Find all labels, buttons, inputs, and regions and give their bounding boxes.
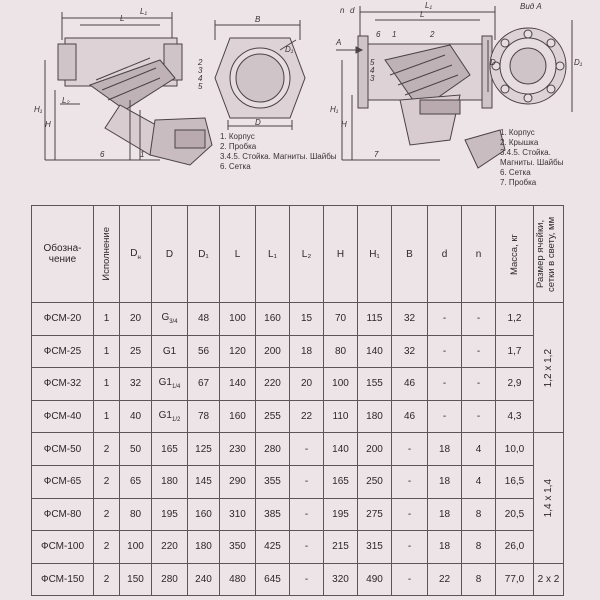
legend-left-item: 6. Сетка <box>220 162 251 171</box>
cell-version: 1 <box>94 368 120 401</box>
view-a-label: Вид А <box>520 2 542 11</box>
cell-d-big: 280 <box>152 563 188 596</box>
cell-dn: 65 <box>120 465 152 498</box>
specification-table <box>31 205 564 596</box>
cell-n: 8 <box>462 531 496 564</box>
cell-name: ФСМ-40 <box>32 400 94 433</box>
cell-l: 310 <box>220 498 256 531</box>
cell-d-small: - <box>428 400 462 433</box>
dim-d1-right: D₁ <box>574 58 583 67</box>
cell-version: 2 <box>94 531 120 564</box>
header-d-big: D <box>152 206 188 303</box>
cell-l: 120 <box>220 335 256 368</box>
cell-h1: 180 <box>358 400 392 433</box>
dim-h-right: H <box>341 120 347 129</box>
cell-d-small: 18 <box>428 498 462 531</box>
header-dn: $D_н$ <box>120 206 152 303</box>
cell-l: 230 <box>220 433 256 466</box>
cell-b: - <box>392 433 428 466</box>
cell-l1: 200 <box>256 335 290 368</box>
dim-l-left: L <box>120 14 125 23</box>
callout-left-6: 6 <box>100 150 105 159</box>
dim-h1-left: H₁ <box>34 105 43 114</box>
cell-l1: 645 <box>256 563 290 596</box>
callout-right-1: 1 <box>392 30 397 39</box>
cell-h: 70 <box>324 303 358 336</box>
cell-d-small: 18 <box>428 433 462 466</box>
cell-b: - <box>392 465 428 498</box>
header-h: H <box>324 206 358 303</box>
dim-d-right: D <box>490 58 496 67</box>
callout-left-5: 5 <box>198 82 203 91</box>
cell-version: 2 <box>94 465 120 498</box>
cell-l2: 18 <box>290 335 324 368</box>
cell-name: ФСМ-150 <box>32 563 94 596</box>
cell-l2: - <box>290 465 324 498</box>
cell-d-big: 165 <box>152 433 188 466</box>
cell-mass: 1,2 <box>496 303 534 336</box>
cell-l: 100 <box>220 303 256 336</box>
callout-left-3: 3 <box>198 66 203 75</box>
cell-mesh-group-1: 1,2 x 1,2 <box>534 303 564 433</box>
flange-face-view-drawing <box>488 20 572 112</box>
cell-l: 290 <box>220 465 256 498</box>
header-l1: L₁ <box>256 206 290 303</box>
cell-b: 46 <box>392 368 428 401</box>
cell-mass: 2,9 <box>496 368 534 401</box>
cell-dn: 20 <box>120 303 152 336</box>
cell-d1: 145 <box>188 465 220 498</box>
table-row <box>32 303 564 336</box>
callout-right-3: 3 <box>370 74 375 83</box>
cell-dn: 80 <box>120 498 152 531</box>
cell-h: 165 <box>324 465 358 498</box>
cell-version: 2 <box>94 498 120 531</box>
cell-d-big: $G1_{1/2}$ <box>152 400 188 433</box>
header-b: B <box>392 206 428 303</box>
cell-l1: 385 <box>256 498 290 531</box>
cell-dn: 40 <box>120 400 152 433</box>
cell-b: - <box>392 563 428 596</box>
cell-mass: 77,0 <box>496 563 534 596</box>
cell-n: - <box>462 335 496 368</box>
cell-d-big: 180 <box>152 465 188 498</box>
arrow-a-label: А <box>336 38 342 47</box>
dim-d1-mid: D₁ <box>285 45 294 54</box>
cell-l1: 220 <box>256 368 290 401</box>
table-row <box>32 531 564 564</box>
cell-d1: 48 <box>188 303 220 336</box>
cell-mass: 1,7 <box>496 335 534 368</box>
cell-mass: 10,0 <box>496 433 534 466</box>
callout-left-1: 1 <box>140 150 145 159</box>
legend-left-item: 3.4.5. Стойка. Магниты. Шайбы <box>220 152 337 161</box>
cell-h1: 250 <box>358 465 392 498</box>
table-header-row <box>32 206 564 303</box>
legend-right-item: 7. Пробка <box>500 178 537 187</box>
dim-l1-left: L₁ <box>140 7 147 16</box>
cell-dn: 100 <box>120 531 152 564</box>
cell-version: 1 <box>94 335 120 368</box>
cell-name: ФСМ-65 <box>32 465 94 498</box>
cell-mass: 16,5 <box>496 465 534 498</box>
cell-h1: 140 <box>358 335 392 368</box>
threaded-strainer-drawing <box>45 12 212 165</box>
cell-h1: 115 <box>358 303 392 336</box>
cell-b: - <box>392 531 428 564</box>
legend-right-item: 3.4.5. Стойка. <box>500 148 551 157</box>
header-version: Исполнение <box>94 206 120 303</box>
callout-left-4: 4 <box>198 74 203 83</box>
legend-right <box>500 128 563 188</box>
header-l: L <box>220 206 256 303</box>
dim-l1-right: L₁ <box>425 1 432 10</box>
dim-l-right: L <box>420 10 425 19</box>
cell-d1: 67 <box>188 368 220 401</box>
cell-d-small: - <box>428 335 462 368</box>
cell-d-small: 18 <box>428 531 462 564</box>
header-l2: L₂ <box>290 206 324 303</box>
cell-version: 1 <box>94 400 120 433</box>
cell-mesh-group-2: 1,4 x 1,4 <box>534 433 564 563</box>
cell-mass: 20,5 <box>496 498 534 531</box>
cell-h: 320 <box>324 563 358 596</box>
header-mass: Масса, кг <box>496 206 534 303</box>
cell-b: 32 <box>392 335 428 368</box>
callout-right-5: 5 <box>370 58 375 67</box>
cell-l: 350 <box>220 531 256 564</box>
dim-h1-right: H₁ <box>330 105 339 114</box>
table-row <box>32 368 564 401</box>
cell-h1: 155 <box>358 368 392 401</box>
cell-d-small: - <box>428 303 462 336</box>
cell-dn: 50 <box>120 433 152 466</box>
technical-drawings <box>0 0 600 205</box>
hex-end-view-drawing <box>215 20 305 130</box>
cell-l: 140 <box>220 368 256 401</box>
table-row <box>32 335 564 368</box>
header-mesh: Размер ячейки, сетки в свету, мм <box>534 206 564 303</box>
cell-h1: 275 <box>358 498 392 531</box>
cell-d1: 78 <box>188 400 220 433</box>
dim-n: n <box>340 6 345 15</box>
cell-n: 4 <box>462 465 496 498</box>
legend-right-item: 1. Корпус <box>500 128 535 137</box>
cell-d-small: - <box>428 368 462 401</box>
cell-l: 160 <box>220 400 256 433</box>
dim-h-left: H <box>45 120 51 129</box>
cell-dn: 150 <box>120 563 152 596</box>
cell-mass: 4,3 <box>496 400 534 433</box>
flanged-strainer-drawing <box>336 6 505 168</box>
cell-h: 140 <box>324 433 358 466</box>
cell-version: 2 <box>94 433 120 466</box>
cell-l2: 20 <box>290 368 324 401</box>
cell-n: - <box>462 303 496 336</box>
cell-d-big: 220 <box>152 531 188 564</box>
callout-right-6: 6 <box>376 30 381 39</box>
table-row <box>32 563 564 596</box>
cell-b: 32 <box>392 303 428 336</box>
cell-mass: 26,0 <box>496 531 534 564</box>
cell-n: 8 <box>462 498 496 531</box>
header-d1: D₁ <box>188 206 220 303</box>
cell-version: 2 <box>94 563 120 596</box>
cell-name: ФСМ-32 <box>32 368 94 401</box>
cell-l1: 425 <box>256 531 290 564</box>
cell-h1: 490 <box>358 563 392 596</box>
cell-name: ФСМ-20 <box>32 303 94 336</box>
dim-d-small: d <box>350 6 355 15</box>
legend-left-item: 1. Корпус <box>220 132 255 141</box>
dim-l2-left: L₂ <box>62 96 70 105</box>
cell-l2: 15 <box>290 303 324 336</box>
cell-d1: 125 <box>188 433 220 466</box>
cell-d-big: G1 <box>152 335 188 368</box>
cell-d-small: 22 <box>428 563 462 596</box>
cell-h1: 315 <box>358 531 392 564</box>
table-row <box>32 498 564 531</box>
table-row <box>32 400 564 433</box>
cell-h: 215 <box>324 531 358 564</box>
cell-d1: 160 <box>188 498 220 531</box>
cell-d-big: $G_{3/4}$ <box>152 303 188 336</box>
cell-l2: - <box>290 433 324 466</box>
cell-d-small: 18 <box>428 465 462 498</box>
cell-h: 195 <box>324 498 358 531</box>
cell-mesh-group-3: 2 x 2 <box>534 563 564 596</box>
cell-l2: - <box>290 498 324 531</box>
legend-right-item: Магниты. Шайбы <box>500 158 564 167</box>
cell-name: ФСМ-50 <box>32 433 94 466</box>
cell-l1: 160 <box>256 303 290 336</box>
cell-l1: 355 <box>256 465 290 498</box>
dim-b: B <box>255 15 261 24</box>
cell-l: 480 <box>220 563 256 596</box>
cell-n: 8 <box>462 563 496 596</box>
cell-b: 46 <box>392 400 428 433</box>
cell-n: 4 <box>462 433 496 466</box>
cell-dn: 25 <box>120 335 152 368</box>
cell-l2: 22 <box>290 400 324 433</box>
cell-name: ФСМ-100 <box>32 531 94 564</box>
cell-version: 1 <box>94 303 120 336</box>
cell-d1: 56 <box>188 335 220 368</box>
cell-l2: - <box>290 563 324 596</box>
header-n: n <box>462 206 496 303</box>
cell-d-big: $G1_{1/4}$ <box>152 368 188 401</box>
cell-l1: 280 <box>256 433 290 466</box>
cell-dn: 32 <box>120 368 152 401</box>
legend-left <box>220 132 337 172</box>
cell-d1: 240 <box>188 563 220 596</box>
cell-h: 100 <box>324 368 358 401</box>
header-designation: Обозна- чение <box>32 206 94 303</box>
callout-left-2: 2 <box>198 58 203 67</box>
dim-d-mid: D <box>255 118 261 127</box>
cell-n: - <box>462 400 496 433</box>
cell-d1: 180 <box>188 531 220 564</box>
cell-h1: 200 <box>358 433 392 466</box>
cell-n: - <box>462 368 496 401</box>
callout-right-4: 4 <box>370 66 375 75</box>
cell-name: ФСМ-80 <box>32 498 94 531</box>
cell-h: 80 <box>324 335 358 368</box>
header-d-small: d <box>428 206 462 303</box>
header-h1: H₁ <box>358 206 392 303</box>
cell-d-big: 195 <box>152 498 188 531</box>
callout-right-2: 2 <box>430 30 435 39</box>
cell-b: - <box>392 498 428 531</box>
legend-left-item: 2. Пробка <box>220 142 257 151</box>
cell-name: ФСМ-25 <box>32 335 94 368</box>
table-row <box>32 433 564 466</box>
cell-l2: - <box>290 531 324 564</box>
cell-h: 110 <box>324 400 358 433</box>
legend-right-item: 6. Сетка <box>500 168 531 177</box>
legend-right-item: 2. Крышка <box>500 138 539 147</box>
table-row <box>32 465 564 498</box>
cell-l1: 255 <box>256 400 290 433</box>
callout-right-7: 7 <box>374 150 379 159</box>
